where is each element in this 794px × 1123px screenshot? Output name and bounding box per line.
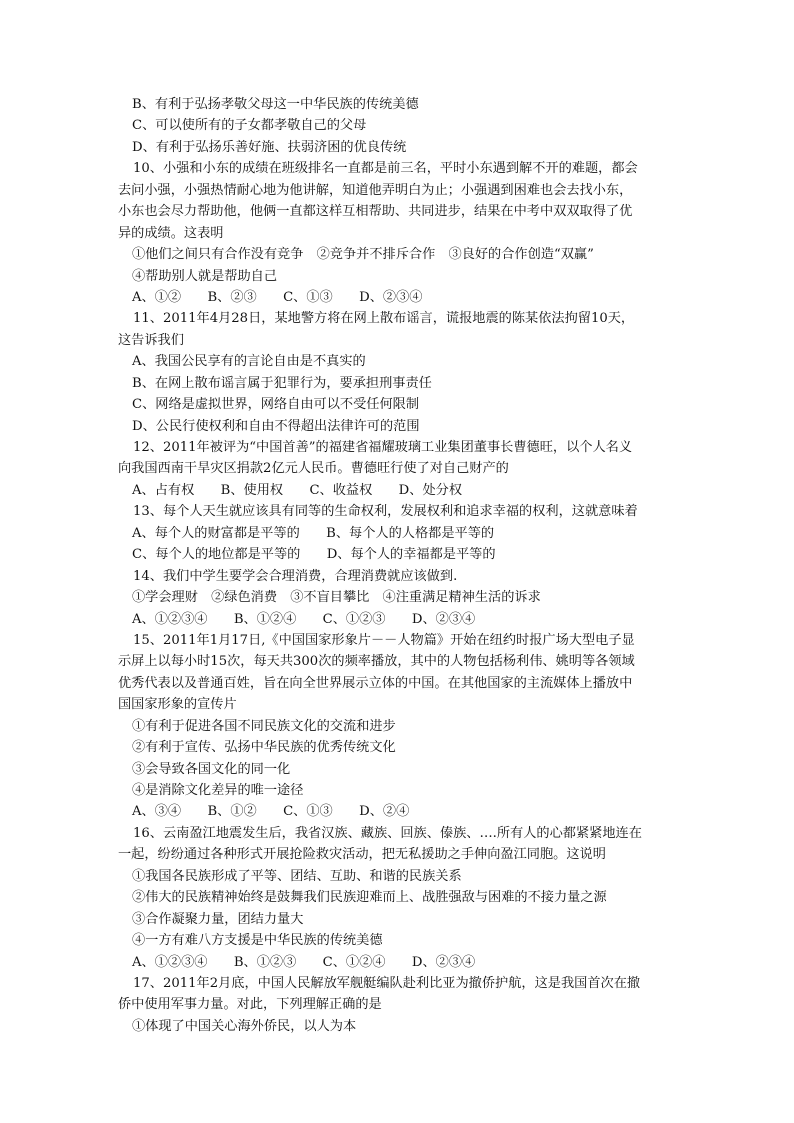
text-line: ②伟大的民族精神始终是鼓舞我们民族迎难而上、战胜强敌与困难的不接力量之源 <box>132 890 607 906</box>
text-line: A、我国公民享有的言论自由是不真实的 <box>132 354 366 370</box>
text-line: 异的成绩。这表明 <box>118 225 224 241</box>
text-line: ①学会理财 ②绿色消费 ③不盲目攀比 ④注重满足精神生活的诉求 <box>132 590 541 606</box>
text-line: C、可以使所有的子女都孝敬自己的父母 <box>132 118 367 134</box>
text-line: 14、我们中学生要学会合理消费，合理消费就应该做到. <box>133 568 458 584</box>
text-line: A、①②③④ B、①②③ C、①②④ D、②③④ <box>132 954 476 970</box>
text-line: 13、每个人天生就应该具有同等的生命权利，发展权利和追求幸福的权利，这就意味着 <box>133 504 638 520</box>
text-line: ①体现了中国关心海外侨民，以人为本 <box>132 1018 357 1034</box>
text-line: 15、2011年1月17日,《中国国家形象片－－人物篇》开始在纽约时报广场大型电子显 <box>133 632 635 648</box>
text-line: 11、2011年4月28日，某地警方将在网上散布谣言，谎报地震的陈某依法拘留10天， <box>133 311 635 327</box>
text-line: A、每个人的财富都是平等的 B、每个人的人格都是平等的 <box>132 525 495 541</box>
text-line: 小东也会尽力帮助他，他俩一直都这样互相帮助、共同进步，结果在中考中双双取得了优 <box>118 204 633 220</box>
text-line: B、在网上散布谣言属于犯罪行为，要承担刑事责任 <box>132 375 432 391</box>
text-line: 向我国西南干旱灾区捐款2亿元人民币。曹德旺行使了对自己财产的 <box>118 461 509 477</box>
text-line: ④一方有难八方支援是中华民族的传统美德 <box>132 933 383 949</box>
text-line: A、占有权 B、使用权 C、收益权 D、处分权 <box>132 482 463 498</box>
text-line: 侨中使用军事力量。对此，下列理解正确的是 <box>118 997 382 1013</box>
text-line: B、有利于弘扬孝敬父母这一中华民族的传统美德 <box>132 97 419 112</box>
text-line: 优秀代表以及普通百姓，旨在向全世界展示立体的中国。在其他国家的主流媒体上播放中 <box>118 675 633 691</box>
text-line: 一起，纷纷通过各种形式开展抢险救灾活动，把无私援助之手伸向盈江同胞。这说明 <box>118 847 606 863</box>
text-line: 示屏上以每小时15次，每天共300次的频率播放，其中的人物包括杨利伟、姚明等各领域 <box>118 654 635 670</box>
text-line: A、①②③④ B、①②④ C、①②③ D、②③④ <box>132 611 476 627</box>
text-line: 去问小强，小强热情耐心地为他讲解，知道他弄明白为止；小强遇到困难也会去找小东， <box>118 182 633 198</box>
text-line: ①他们之间只有合作没有竞争 ②竞争并不排斥合作 ③良好的合作创造“双赢” <box>132 247 594 263</box>
text-line: 这告诉我们 <box>118 332 184 348</box>
exam-text-body <box>118 94 678 1037</box>
text-line: ③合作凝聚力量，团结力量大 <box>132 911 304 927</box>
text-line: D、公民行使权利和自由不得超出法律许可的范围 <box>132 418 420 434</box>
text-line: ④是消除文化差异的唯一途径 <box>132 783 304 798</box>
text-line: ③会导致各国文化的同一化 <box>132 761 291 777</box>
text-line: 16、云南盈江地震发生后，我省汉族、藏族、回族、傣族、….所有人的心都紧紧地连在 <box>133 825 642 841</box>
text-line: 17、2011年2月底，中国人民解放军舰艇编队赴利比亚为撤侨护航，这是我国首次在撤 <box>133 975 641 991</box>
text-line: ①有利于促进各国不同民族文化的交流和进步 <box>132 718 396 734</box>
text-line: D、有利于弘扬乐善好施、扶弱济困的优良传统 <box>132 139 407 155</box>
text-line: 10、小强和小东的成绩在班级排名一直都是前三名，平时小东遇到解不开的难题，都会 <box>133 161 638 177</box>
text-line: A、③④ B、①② C、①③ D、②④ <box>132 804 410 820</box>
text-line: C、每个人的地位都是平等的 D、每个人的幸福都是平等的 <box>132 547 496 563</box>
text-line: ④帮助别人就是帮助自己 <box>132 268 278 284</box>
text-line: ②有利于宣传、弘扬中华民族的优秀传统文化 <box>132 740 396 756</box>
text-line: A、①② B、②③ C、①③ D、②③④ <box>132 289 423 305</box>
text-line: 国国家形象的宣传片 <box>118 697 237 713</box>
text-line: ①我国各民族形成了平等、团结、互助、和谐的民族关系 <box>132 868 462 884</box>
text-line: 12、2011年被评为“中国首善”的福建省福耀玻璃工业集团董事长曹德旺，以个人名义 <box>133 440 633 455</box>
text-line: C、网络是虚拟世界，网络自由可以不受任何限制 <box>132 397 420 413</box>
